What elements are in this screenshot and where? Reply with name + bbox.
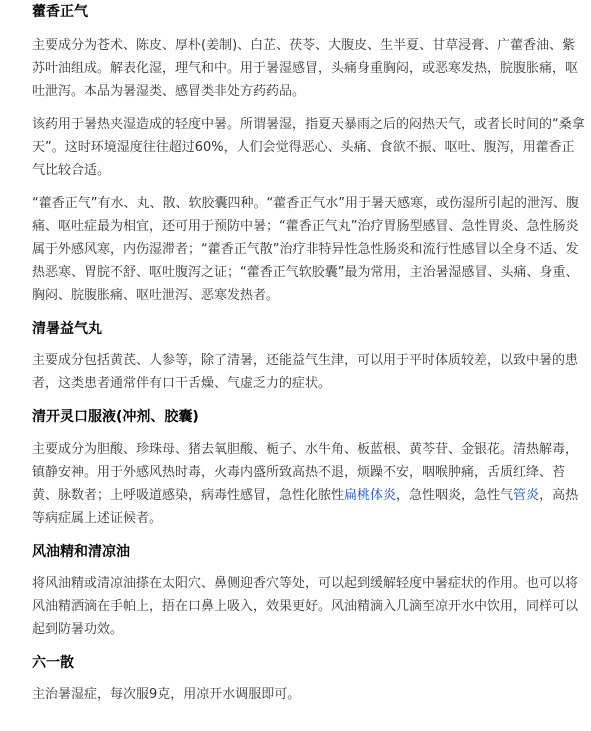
paragraph: “藿香正气”有水、丸、散、软胶囊四种。“藿香正气水”用于暑天感寒，或伤湿所引起的泄泻、腹痛、呕吐症最为相宜，还可用于预防中暑；“藿香正气丸”治疗胃肠型感冒、急性胃炎、急性肠炎属于外感风寒，内伤湿滞者；“藿香正气散”治疗非特异性急性肠炎和流行性感冒以全身不适、发热恶寒、胃脘不舒、呕吐腹泻之证；“藿香正气软胶囊”最为常用，主治暑湿感冒、头痛、身重、胸闷、脘腹胀痛、呕吐泄泻、恶寒发热者。 xyxy=(32,196,579,303)
paragraph: 该药用于暑热夹湿造成的轻度中暑。所谓暑湿，指夏天暴雨之后的闷热天气，或者长时间的“桑拿天”。这时环境湿度往往超过60%，人们会觉得恶心、头痛、食欲不振、呕吐、腹泻，用藿香正气比较合适。 xyxy=(32,117,585,178)
section-heading-liuyisan: 六一散 xyxy=(32,655,74,671)
paragraph-text: 主要成分为胆酸、珍珠母、猪去氧胆酸、栀子、水牛角、板蓝根、黄芩苷、金银花。清热解毒，镇静安神。用于外感风热时毒，火毒内盛所致高热不退，烦躁不安，咽喉肿痛，舌质红绛、苔黄、脉数者；上呼吸道感染，病毒性感冒，急性化脓性 xyxy=(32,442,579,503)
paragraph: 主要成分为苍术、陈皮、厚朴(姜制)、白芷、茯苓、大腹皮、生半夏、甘草浸膏、广藿香油、紫苏叶油组成。解表化湿，理气和中。用于暑湿感冒，头痛身重胸闷，或恶寒发热，脘腹胀痛，呕吐泄泻。本品为暑湿类、感冒类非处方药药品。 xyxy=(32,38,579,99)
link-tonsillitis[interactable]: 扁桃体炎 xyxy=(344,488,397,503)
article xyxy=(0,2,591,706)
section-heading-fengyoujing: 风油精和清凉油 xyxy=(32,544,130,560)
paragraph-text: ，急性咽炎，急性 xyxy=(396,488,501,503)
paragraph-text: ，高热等病症属上述证候者。 xyxy=(32,488,579,526)
paragraph xyxy=(32,438,587,530)
paragraph: 主治暑湿症，每次服9克，用凉开水调服即可。 xyxy=(32,687,301,702)
paragraph: 将风油精或清凉油搽在太阳穴、鼻侧迎香穴等处，可以起到缓解轻度中暑症状的作用。也可以将风油精洒滴在手帕上，捂在口鼻上吸入，效果更好。风油精滴入几滴至凉开水中饮用，同样可以起到防暑功效。 xyxy=(32,576,579,637)
link-tracheitis[interactable]: 气管炎 xyxy=(500,488,540,503)
section-heading-qingkailing: 清开灵口服液(冲剂、胶囊) xyxy=(32,409,199,425)
paragraph: 主要成分包括黄芪、人参等，除了清暑，还能益气生津，可以用于平时体质较差，以致中暑的患者，这类患者通常伴有口干舌燥、气虚乏力的症状。 xyxy=(32,353,579,391)
section-heading-huoxiang: 藿香正气 xyxy=(32,4,88,20)
section-heading-qingshu: 清暑益气丸 xyxy=(32,321,102,337)
